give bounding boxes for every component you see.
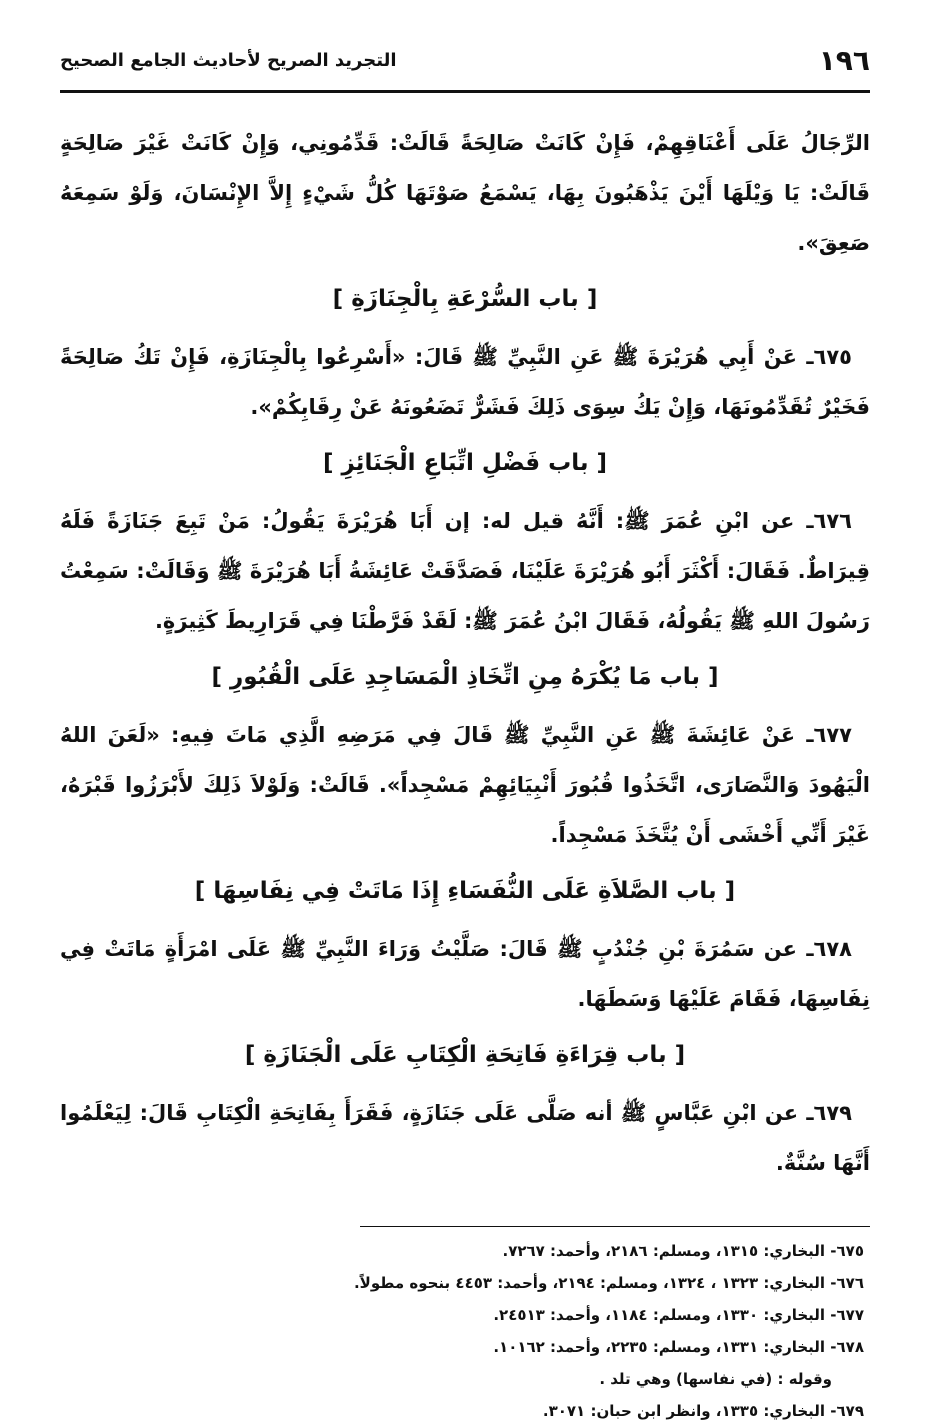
- hadith-continuation: الرِّجَالُ عَلَى أَعْنَاقِهِمْ، فَإِنْ كَانَتْ صَالِحَةً قَالَتْ: قَدِّمُونِي، وَإِنْ كَانَتْ غَيْرَ صَالِحَةٍ قَالَتْ: يَا وَيْلَهَا أَيْنَ يَذْهَبُونَ بِهَا، يَسْمَعُ صَوْتَهَا كُلُّ شَيْءٍ إِلاَّ الإِنْسَانَ، وَلَوْ سَمِعَهُ صَعِقَ».: [60, 131, 870, 255]
- hadith-675: ٦٧٥ـ عَنْ أَبِي هُرَيْرَةَ ﷺ عَنِ النَّبِيِّ ﷺ قَالَ: «أَسْرِعُوا بِالْجِنَازَةِ، فَإِنْ تَكُ صَالِحَةً فَخَيْرٌ تُقَدِّمُونَهَا، وَإِنْ يَكُ سِوَى ذَلِكَ فَشَرٌّ تَضَعُونَهُ عَنْ رِقَابِكُمْ».: [60, 345, 870, 419]
- chapter-title: باب السُّرْعَةِ بِالْجِنَازَةِ: [351, 286, 579, 312]
- chapter-title: باب مَا يُكْرَهُ مِنِ اتِّخَاذِ الْمَسَاجِدِ عَلَى الْقُبُورِ: [229, 664, 701, 690]
- footnote-678-note: وقوله : (في نفاسها) وهي تلد .: [599, 1370, 832, 1388]
- page-number: ١٩٦: [818, 44, 870, 77]
- footnotes: [60, 1226, 870, 1427]
- footnote-678: ٦٧٨- البخاري: ١٣٣١، ومسلم: ٢٢٣٥، وأحمد: ١٠١٦٢.: [493, 1338, 864, 1356]
- footnote-677: ٦٧٧- البخاري: ١٣٣٠، ومسلم: ١١٨٤، وأحمد: ٢٤٥١٣.: [493, 1306, 864, 1324]
- book-title: التجريد الصريح لأحاديث الجامع الصحيح: [60, 50, 397, 71]
- hadith-679: ٦٧٩ـ عن ابْنِ عَبَّاسٍ ﷺ أنه صَلَّى عَلَى جَنَازَةٍ، فَقَرَأَ بِفَاتِحَةِ الْكِتَابِ قَالَ: لِيَعْلَمُوا أَنَّهَا سُنَّةٌ.: [60, 1101, 870, 1175]
- page-header: [60, 40, 870, 88]
- chapter-heading: [ باب السُّرْعَةِ بِالْجِنَازَةِ ]: [332, 286, 598, 312]
- chapter-title: باب فَضْلِ اتِّبَاعِ الْجَنَائِزِ: [341, 450, 589, 476]
- book-page: [60, 40, 870, 1427]
- chapter-title: باب قِرَاءَةِ فَاتِحَةِ الْكِتَابِ عَلَى الْجَنَازَةِ: [263, 1042, 667, 1068]
- hadith-678: ٦٧٨ـ عن سَمُرَةَ بْنِ جُنْدُبٍ ﷺ قَالَ: صَلَّيْتُ وَرَاءَ النَّبِيِّ ﷺ عَلَى امْرَأَةٍ مَاتَتْ فِي نِفَاسِهَا، فَقَامَ عَلَيْهَا وَسَطَهَا.: [60, 937, 870, 1011]
- footnote-675: ٦٧٥- البخاري: ١٣١٥، ومسلم: ٢١٨٦، وأحمد: ٧٢٦٧.: [502, 1242, 864, 1260]
- hadith-676: ٦٧٦ـ عن ابْنِ عُمَرَ ﷺ: أَنَّهُ قيل له: إن أَبَا هُرَيْرَةَ يَقُولُ: مَنْ تَبِعَ جَنَازَةً فَلَهُ قِيرَاطٌ. فَقَالَ: أَكْثَرَ أَبُو هُرَيْرَةَ عَلَيْنَا، فَصَدَّقَتْ عَائِشَةُ أَبَا هُرَيْرَةَ ﷺ وَقَالَتْ: سَمِعْتُ رَسُولَ اللهِ ﷺ يَقُولُهُ، فَقَالَ ابْنُ عُمَرَ ﷺ: لَقَدْ فَرَّطْنَا فِي قَرَارِيطَ كَثِيرَةٍ.: [60, 509, 870, 633]
- chapter-heading: [ باب قِرَاءَةِ فَاتِحَةِ الْكِتَابِ عَلَى الْجَنَازَةِ ]: [244, 1042, 686, 1068]
- chapter-heading: [ باب مَا يُكْرَهُ مِنِ اتِّخَاذِ الْمَسَاجِدِ عَلَى الْقُبُورِ ]: [211, 664, 719, 690]
- main-text: [60, 118, 870, 1188]
- footnote-676: ٦٧٦- البخاري: ١٣٢٣ ، ١٣٢٤، ومسلم: ٢١٩٤، وأحمد: ٤٤٥٣ بنحوه مطولاً.: [353, 1274, 864, 1292]
- chapter-title: باب الصَّلاَةِ عَلَى النُّفَسَاءِ إِذَا مَاتَتْ فِي نِفَاسِهَا: [213, 878, 717, 904]
- hadith-677: ٦٧٧ـ عَنْ عَائِشَةَ ﷺ عَنِ النَّبِيِّ ﷺ قَالَ فِي مَرَضِهِ الَّذِي مَاتَ فِيهِ: «لَعَنَ اللهُ الْيَهُودَ وَالنَّصَارَى، اتَّخَذُوا قُبُورَ أَنْبِيَائِهِمْ مَسْجِداً». قَالَتْ: وَلَوْلاَ ذَلِكَ لأَبْرَزُوا قَبْرَهُ، غَيْرَ أَنِّي أَخْشَى أَنْ يُتَّخَذَ مَسْجِداً.: [60, 723, 870, 847]
- chapter-heading: [ باب الصَّلاَةِ عَلَى النُّفَسَاءِ إِذَا مَاتَتْ فِي نِفَاسِهَا ]: [194, 878, 736, 904]
- footnote-divider: [360, 1226, 870, 1227]
- header-divider: [60, 90, 870, 93]
- footnote-679: ٦٧٩- البخاري: ١٣٣٥، وانظر ابن حبان: ٣٠٧١.: [542, 1402, 864, 1420]
- chapter-heading: [ باب فَضْلِ اتِّبَاعِ الْجَنَائِزِ ]: [322, 450, 608, 476]
